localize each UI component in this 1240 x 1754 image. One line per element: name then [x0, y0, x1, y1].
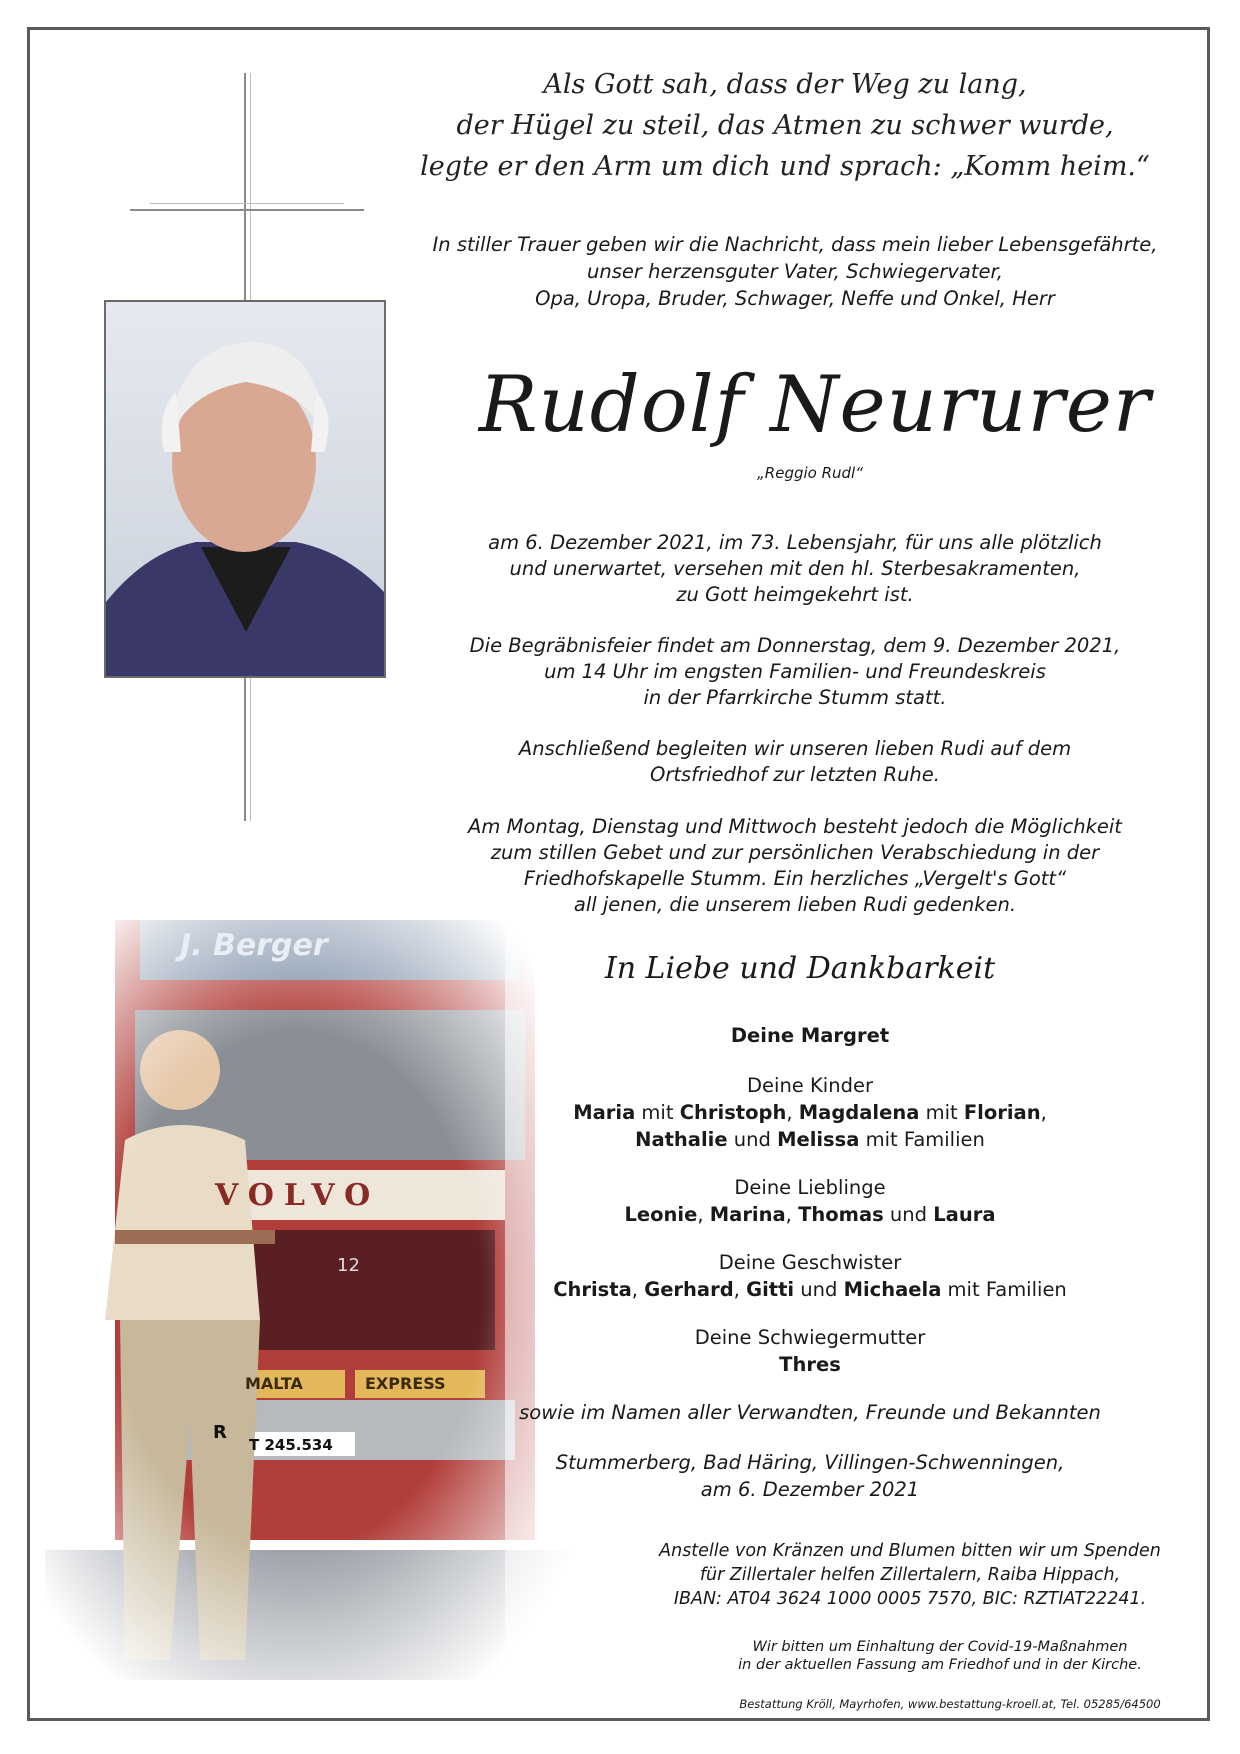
death-line: und unerwartet, versehen mit den hl. Sterbesakramenten,: [509, 557, 1081, 580]
mother-in-law-label: Deine Schwiegermutter: [694, 1326, 926, 1349]
donation-line: Anstelle von Kränzen und Blumen bitten wir um Spenden: [659, 1541, 1161, 1561]
truck-badge: R: [213, 1422, 227, 1443]
funeral-line: um 14 Uhr im engsten Familien- und Freundeskreis: [544, 660, 1046, 683]
family-mother-in-law: [500, 1324, 1120, 1378]
children-label: Deine Kinder: [747, 1074, 873, 1097]
siblings-label: Deine Geschwister: [718, 1251, 902, 1274]
family-grandchildren: [500, 1174, 1120, 1228]
portrait-photo: [104, 300, 386, 678]
opening-quote: [420, 64, 1150, 187]
family-partner: [500, 1022, 1120, 1049]
prayer-line: Friedhofskapelle Stumm. Ein herzliches „Vergelt's Gott“: [523, 867, 1067, 890]
burial-line: Anschließend begleiten wir unseren lieben Rudi auf dem: [518, 737, 1072, 760]
death-line: am 6. Dezember 2021, im 73. Lebensjahr, für uns alle plötzlich: [488, 531, 1102, 554]
death-notice: [430, 530, 1160, 608]
closing-phrase: In Liebe und Dankbarkeit: [604, 951, 996, 986]
siblings-line: Christa, Gerhard, Gitti und Michaela mit Familien: [553, 1278, 1067, 1301]
truck-sign: J. Berger: [180, 928, 328, 963]
date-line: am 6. Dezember 2021: [700, 1478, 920, 1501]
truck-plate-right: EXPRESS: [365, 1374, 446, 1393]
covid-line: Wir bitten um Einhaltung der Covid-19-Maßnahmen: [752, 1639, 1128, 1655]
intro-line: unser herzensguter Vater, Schwiegervater,: [587, 260, 1003, 283]
family-others: sowie im Namen aller Verwandten, Freunde und Bekannten: [519, 1401, 1101, 1424]
burial-line: Ortsfriedhof zur letzten Ruhe.: [650, 763, 940, 786]
donation-request: [600, 1539, 1220, 1611]
covid-notice: [660, 1638, 1220, 1674]
funeral-line: in der Pfarrkirche Stumm statt.: [643, 686, 947, 709]
prayer-line: all jenen, die unserem lieben Rudi gedenken.: [573, 893, 1017, 916]
quote-line: der Hügel zu steil, das Atmen zu schwer wurde,: [456, 110, 1114, 141]
covid-line: in der aktuellen Fassung am Friedhof und in der Kirche.: [738, 1657, 1142, 1673]
prayer-line: Am Montag, Dienstag und Mittwoch besteht jedoch die Möglichkeit: [468, 815, 1122, 838]
deceased-name: Rudolf Neururer: [478, 360, 1152, 450]
donation-line: für Zillertaler helfen Zillertalern, Raiba Hippach,: [699, 1565, 1121, 1585]
quote-line: Als Gott sah, dass der Weg zu lang,: [543, 69, 1027, 100]
donation-line: IBAN: AT04 3624 1000 0005 7570, BIC: RZTIAT22241.: [673, 1589, 1147, 1609]
mother-in-law-name: Thres: [779, 1353, 841, 1376]
place-date: [500, 1449, 1120, 1503]
burial-notice: [430, 736, 1160, 788]
truck-plate-left: MALTA: [245, 1374, 303, 1393]
licence-plate: T 245.534: [249, 1436, 333, 1454]
place-line: Stummerberg, Bad Häring, Villingen-Schwenningen,: [555, 1451, 1065, 1474]
intro-line: In stiller Trauer geben wir die Nachricht, dass mein lieber Lebensgefährte,: [432, 233, 1158, 256]
prayer-line: zum stillen Gebet und zur persönlichen Verabschiedung in der: [490, 841, 1100, 864]
partner-name: Deine Margret: [730, 1024, 890, 1047]
funeral-notice: [430, 633, 1160, 711]
family-siblings: [500, 1249, 1120, 1303]
grandchildren-label: Deine Lieblinge: [734, 1176, 886, 1199]
intro-line: Opa, Uropa, Bruder, Schwager, Neffe und Onkel, Herr: [535, 287, 1055, 310]
children-line-1: Maria mit Christoph, Magdalena mit Florian,: [573, 1101, 1047, 1124]
nickname: „Reggio Rudl“: [757, 464, 863, 482]
intro-text: [430, 231, 1160, 312]
undertaker-footer: Bestattung Kröll, Mayrhofen, www.bestattung-kroell.at, Tel. 05285/64500: [739, 1697, 1161, 1711]
quote-line: legte er den Arm um dich und sprach: „Komm heim.“: [420, 151, 1150, 182]
family-children: [500, 1072, 1120, 1153]
funeral-line: Die Begräbnisfeier findet am Donnerstag, dem 9. Dezember 2021,: [469, 634, 1121, 657]
children-line-2: Nathalie und Melissa mit Familien: [635, 1128, 985, 1151]
truck-brand: VOLVO: [215, 1178, 381, 1213]
truck-model: 12: [337, 1255, 360, 1276]
death-line: zu Gott heimgekehrt ist.: [676, 583, 914, 606]
grandchildren-line: Leonie, Marina, Thomas und Laura: [624, 1203, 996, 1226]
prayer-notice: [430, 814, 1160, 918]
